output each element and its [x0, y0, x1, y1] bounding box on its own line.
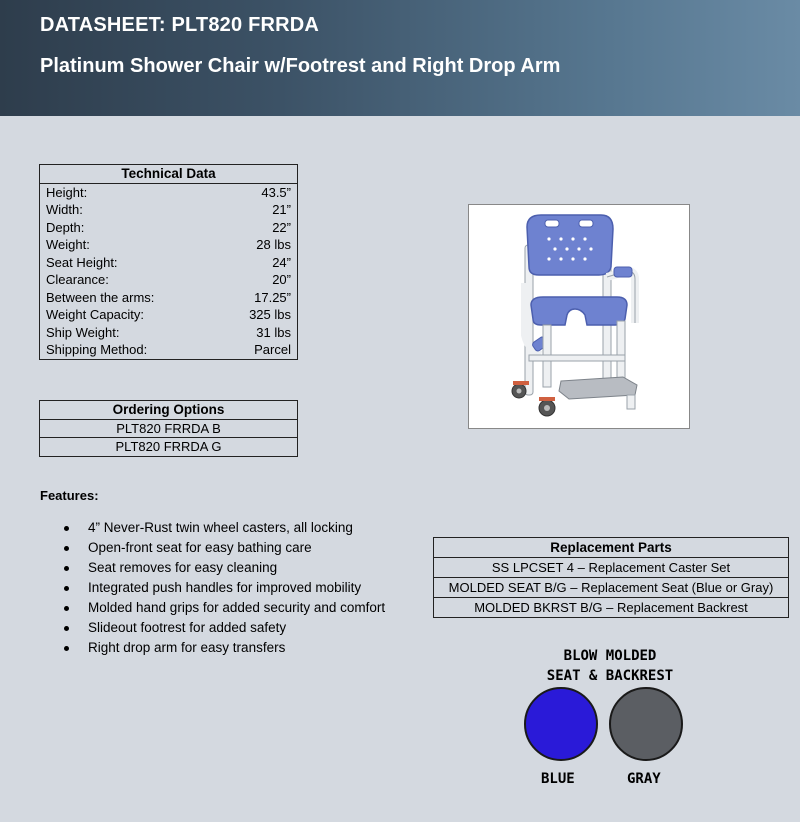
table-row — [40, 341, 298, 359]
row-value: 22” — [217, 219, 297, 237]
technical-data-heading: Technical Data — [40, 165, 298, 184]
list-item: Right drop arm for easy transfers — [60, 638, 385, 658]
table-row — [40, 289, 298, 307]
gray-color-swatch — [609, 687, 683, 761]
row-label: Between the arms: — [40, 289, 218, 307]
table-row — [40, 271, 298, 289]
gray-swatch-label: GRAY — [627, 771, 661, 787]
header-banner — [0, 0, 800, 116]
replacement-part: MOLDED SEAT B/G – Replacement Seat (Blue or Gray) — [434, 578, 789, 598]
replacement-part: MOLDED BKRST B/G – Replacement Backrest — [434, 598, 789, 618]
replacement-parts-heading: Replacement Parts — [434, 538, 789, 558]
ordering-options-table — [39, 400, 298, 457]
replacement-parts-table — [433, 537, 789, 618]
list-item: Molded hand grips for added security and comfort — [60, 598, 385, 618]
datasheet-title: DATASHEET: PLT820 FRRDA — [40, 14, 320, 36]
features-list — [60, 518, 385, 658]
table-row — [434, 598, 789, 618]
blue-color-swatch — [524, 687, 598, 761]
table-row — [40, 201, 298, 219]
shower-chair-illustration — [469, 205, 689, 428]
table-row — [40, 254, 298, 272]
row-label: Shipping Method: — [40, 341, 218, 359]
order-option: PLT820 FRRDA B — [40, 419, 298, 438]
table-row — [40, 419, 298, 438]
table-row — [40, 236, 298, 254]
swatch-heading — [520, 646, 700, 686]
list-item: Seat removes for easy cleaning — [60, 558, 385, 578]
table-row — [434, 558, 789, 578]
row-label: Seat Height: — [40, 254, 218, 272]
row-value: 43.5” — [217, 183, 297, 201]
row-label: Weight Capacity: — [40, 306, 218, 324]
list-item: Slideout footrest for added safety — [60, 618, 385, 638]
row-label: Depth: — [40, 219, 218, 237]
replacement-part: SS LPCSET 4 – Replacement Caster Set — [434, 558, 789, 578]
list-item: Integrated push handles for improved mobility — [60, 578, 385, 598]
list-item: Open-front seat for easy bathing care — [60, 538, 385, 558]
row-value: 20” — [217, 271, 297, 289]
row-label: Ship Weight: — [40, 324, 218, 342]
row-value: 17.25” — [217, 289, 297, 307]
order-option: PLT820 FRRDA G — [40, 438, 298, 457]
ordering-options-heading: Ordering Options — [40, 401, 298, 420]
features-heading: Features: — [40, 488, 99, 503]
swatch-heading-line2: SEAT & BACKREST — [546, 668, 674, 684]
product-subtitle: Platinum Shower Chair w/Footrest and Right Drop Arm — [40, 55, 561, 77]
row-value: 325 lbs — [217, 306, 297, 324]
technical-data-table — [39, 164, 298, 360]
table-row — [40, 438, 298, 457]
row-value: 24” — [217, 254, 297, 272]
table-row — [40, 306, 298, 324]
row-value: 21” — [217, 201, 297, 219]
list-item: 4” Never-Rust twin wheel casters, all locking — [60, 518, 385, 538]
table-row — [40, 219, 298, 237]
table-row — [40, 183, 298, 201]
row-value: Parcel — [217, 341, 297, 359]
row-value: 28 lbs — [217, 236, 297, 254]
table-row — [434, 578, 789, 598]
swatch-heading-line1: BLOW MOLDED — [563, 648, 657, 664]
product-photo — [468, 204, 690, 429]
row-label: Width: — [40, 201, 218, 219]
blue-swatch-label: BLUE — [541, 771, 575, 787]
row-value: 31 lbs — [217, 324, 297, 342]
table-row — [40, 324, 298, 342]
row-label: Weight: — [40, 236, 218, 254]
row-label: Clearance: — [40, 271, 218, 289]
row-label: Height: — [40, 183, 218, 201]
